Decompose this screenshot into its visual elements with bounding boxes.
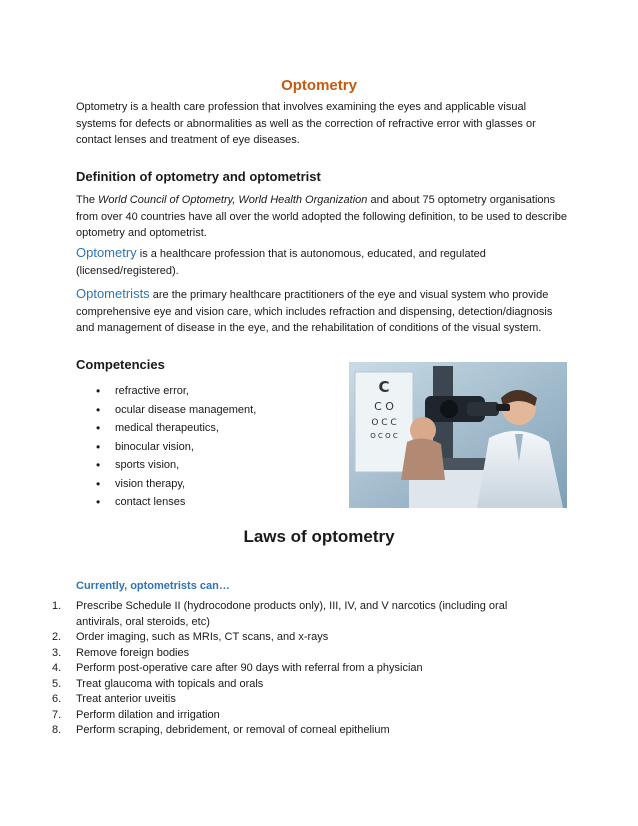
item-text: Order imaging, such as MRIs, CT scans, and x-rays bbox=[76, 631, 329, 643]
eye-chart-line-3: O C C bbox=[371, 418, 397, 428]
item-text: Treat glaucoma with topicals and orals bbox=[76, 677, 264, 690]
list-item: • ocular disease management, bbox=[96, 401, 256, 420]
list-item: • binocular vision, bbox=[96, 438, 256, 457]
definition-lead bbox=[76, 192, 568, 242]
eye-chart-line-2: C O bbox=[374, 400, 394, 413]
list-item: • refractive error, bbox=[96, 382, 256, 401]
list-item: • vision therapy, bbox=[96, 475, 256, 494]
competencies-heading: Competencies bbox=[76, 357, 165, 372]
laws-heading: Laws of optometry bbox=[243, 527, 395, 546]
definition-lead-prefix: The bbox=[76, 194, 99, 206]
competencies-list bbox=[96, 382, 256, 512]
definition-lead-suffix: and about 75 optometry organisations from over 40 countries have all over the world adopted the following definition, to be used to describe optometry and optometrist. bbox=[76, 194, 568, 239]
item-number: 4. bbox=[52, 662, 62, 674]
list-item bbox=[38, 661, 548, 677]
item-text: Remove foreign bodies bbox=[76, 646, 190, 659]
list-item bbox=[38, 599, 548, 630]
item-text: Perform post-operative care after 90 days with referral from a physician bbox=[76, 662, 423, 674]
eye-chart-line-1: C bbox=[378, 378, 390, 396]
item-text: Prescribe Schedule II (hydrocodone products only), III, IV, and V narcotics (including oral antivirals, oral steroids, etc) bbox=[76, 600, 508, 628]
list-item bbox=[38, 677, 548, 693]
organizations-italic: World Council of Optometry, World Health Organization bbox=[98, 194, 368, 206]
list-item: • contact lenses bbox=[96, 493, 256, 512]
list-item: • sports vision, bbox=[96, 456, 256, 475]
item-text: Perform dilation and irrigation bbox=[76, 708, 220, 721]
eye-exam-photo bbox=[349, 362, 567, 508]
optometry-definition-text: is a healthcare profession that is autonomous, educated, and regulated (licensed/registered). bbox=[76, 248, 486, 277]
item-number: 1. bbox=[52, 600, 62, 612]
intro-paragraph: Optometry is a health care profession that involves examining the eyes and applicable visual systems for defects or abnormalities as well as the correction of refractive error with glasses or contact lenses and treatment of eye diseases. bbox=[76, 101, 536, 146]
list-item bbox=[38, 723, 548, 739]
optometrists-term: Optometrists bbox=[76, 286, 150, 301]
page-title: Optometry bbox=[281, 77, 357, 94]
definition-heading: Definition of optometry and optometrist bbox=[76, 169, 321, 184]
optometry-definition bbox=[76, 245, 568, 279]
item-number: 5. bbox=[52, 677, 62, 690]
laws-intro: Currently, optometrists can… bbox=[76, 580, 230, 592]
item-number: 6. bbox=[52, 693, 62, 705]
optometrists-definition bbox=[76, 286, 568, 337]
item-number: 2. bbox=[52, 631, 62, 643]
laws-list bbox=[38, 599, 548, 739]
item-text: Perform scraping, debridement, or removal of corneal epithelium bbox=[76, 724, 390, 736]
list-item bbox=[38, 630, 548, 646]
list-item: • medical therapeutics, bbox=[96, 419, 256, 438]
list-item bbox=[38, 646, 548, 662]
eye-exam-illustration bbox=[349, 362, 567, 508]
list-item bbox=[38, 692, 548, 708]
item-number: 3. bbox=[52, 646, 62, 659]
optometrists-definition-text: are the primary healthcare practitioners of the eye and visual system who provide comprehensive eye and vision care, which includes refraction and dispensing, detection/diagnosis and management of disease in the eye, and the rehabilitation of conditions of the visual system. bbox=[76, 289, 553, 334]
optometry-term: Optometry bbox=[76, 245, 137, 260]
eye-chart-line-4: O C O C bbox=[370, 432, 398, 440]
item-number: 8. bbox=[52, 724, 62, 736]
item-number: 7. bbox=[52, 708, 62, 721]
item-text: Treat anterior uveitis bbox=[76, 693, 176, 705]
list-item bbox=[38, 708, 548, 724]
